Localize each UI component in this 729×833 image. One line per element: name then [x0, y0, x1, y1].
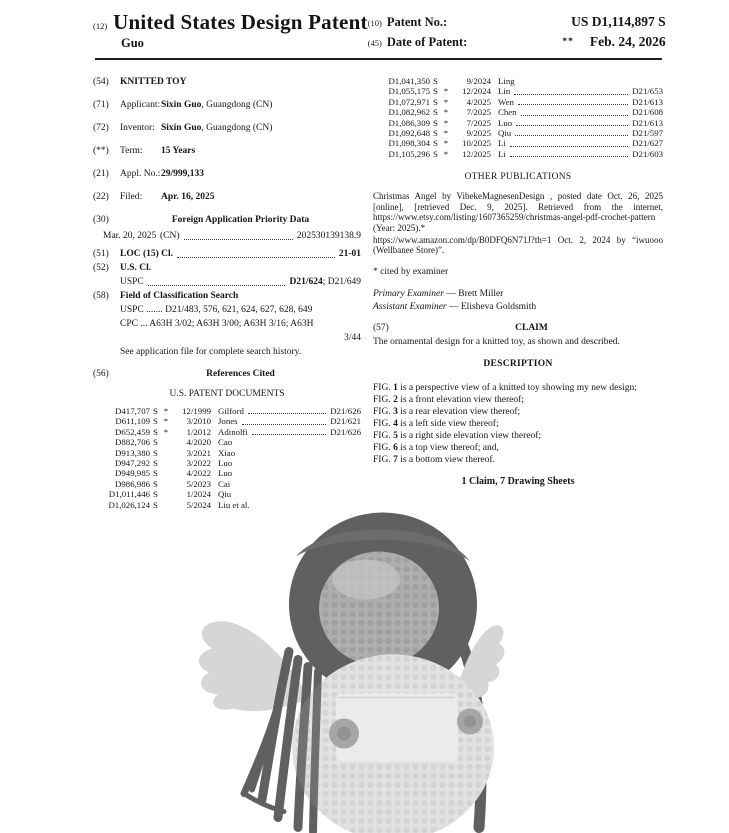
patent-number-cell: D949,985: [115, 468, 150, 479]
date-cell: 4/2025: [466, 96, 491, 107]
date-cell: 7/2025: [466, 117, 491, 128]
field-72-inventor: (72) Inventor: Sixin Guo, Guangdong (CN): [93, 123, 273, 133]
filing-date: Apr. 16, 2025: [161, 192, 215, 202]
kind-code-cell: S: [153, 437, 158, 448]
figure-description-line: FIG. 3 is a rear elevation view thereof;: [373, 406, 521, 417]
field-71-applicant: (71) Applicant: Sixin Guo, Guangdong (CN): [93, 100, 273, 110]
document-title: United States Design Patent: [113, 10, 368, 34]
examiner-cited-star: *: [443, 107, 449, 118]
patent-number-cell: D1,098,304: [388, 138, 430, 149]
priority-entry: Mar. 20, 2025 (CN) 202530139138.9: [103, 231, 361, 241]
field-51-loc: (51) LOC (15) Cl. 21-01: [93, 249, 361, 259]
search-history-note: See application file for complete search history.: [120, 347, 302, 357]
inventor-cell: Li: [498, 138, 506, 149]
class-cell: D21/603: [632, 148, 663, 159]
inventor-cell: Cao: [218, 437, 233, 448]
examiner-cited-star: *: [443, 86, 449, 97]
date-cell: 5/2024: [186, 499, 211, 510]
patent-number-cell: D1,026,124: [108, 499, 150, 510]
inventor-cell: Li: [498, 148, 506, 159]
inventor-cell: Qiu: [498, 128, 512, 139]
date-cell: 12/1999: [182, 406, 211, 416]
figure-description-line: FIG. 1 is a perspective view of a knitted toy showing my new design;: [373, 382, 637, 393]
bibliographic-columns: [0, 60, 729, 510]
dot-leader: [177, 257, 335, 258]
field-57-claim: (57) CLAIM: [373, 322, 663, 334]
assistant-examiner: Assistant Examiner — Elisheva Goldsmith: [373, 301, 537, 312]
kind-code-cell: S: [153, 426, 158, 437]
us-patent-table-left: [93, 406, 361, 510]
inventor-cell: Liu et al.: [218, 499, 250, 510]
dot-leader: [248, 413, 326, 414]
header: [0, 0, 729, 54]
kind-code-cell: S: [433, 76, 438, 86]
figure-description-line: FIG. 7 is a bottom view thereof.: [373, 454, 495, 465]
patent-citation-row: [93, 427, 361, 437]
search-cpc-line: CPC ... A63H 3/02; A63H 3/00; A63H 3/16; A63H: [120, 319, 314, 329]
class-cell: D21/626: [330, 426, 361, 437]
patent-number-cell: D1,092,648: [388, 128, 430, 139]
claims-drawing-sheets-note: 1 Claim, 7 Drawing Sheets: [461, 475, 575, 487]
uspc-classes: D21/624; D21/649: [289, 277, 361, 287]
patent-number-cell: D1,041,350: [388, 76, 430, 86]
inid-code-12: (12): [93, 21, 108, 31]
kind-code-cell: S: [153, 499, 158, 510]
inid-code-45: (45): [367, 38, 382, 48]
right-column: [373, 76, 663, 510]
inventor-cell: Adinolfi: [218, 426, 248, 437]
date-of-patent-label: Date of Patent:: [386, 35, 468, 49]
field-21-appl-no: (21) Appl. No.: 29/999,133: [93, 169, 205, 179]
inventor-cell: Jones: [218, 416, 238, 427]
inventor-surname: Guo: [121, 36, 144, 50]
patent-citation-row: [93, 458, 361, 468]
kind-code-cell: S: [433, 86, 438, 97]
kind-code-cell: S: [153, 489, 158, 500]
date-cell: 4/2022: [186, 468, 211, 479]
class-cell: D21/613: [632, 96, 663, 107]
figure-description-line: FIG. 4 is a left side view thereof;: [373, 418, 499, 429]
inventor-cell: Qiu: [218, 489, 232, 500]
class-cell: D21/597: [632, 128, 663, 139]
kind-code-cell: S: [153, 478, 158, 489]
field-30-priority: (30) Foreign Application Priority Data: [93, 214, 361, 226]
description-heading: DESCRIPTION: [483, 358, 553, 369]
applicant-name: Sixin Guo, Guangdong (CN): [161, 100, 273, 110]
dot-leader: [521, 115, 629, 116]
kind-code-cell: S: [153, 416, 158, 427]
inventor-cell: Cai: [218, 478, 231, 489]
cited-by-examiner-note: * cited by examiner: [373, 266, 449, 277]
patent-citation-row: [93, 406, 361, 416]
field-52-us-cl: (52) U.S. Cl.: [93, 263, 152, 273]
dot-leader: [510, 156, 628, 157]
kind-code-cell: S: [153, 458, 158, 469]
examiner-cited-star: *: [163, 406, 169, 416]
class-cell: D21/626: [330, 406, 361, 416]
references-cited-heading: References Cited: [206, 369, 275, 379]
date-cell: 9/2025: [466, 128, 491, 139]
field-54-title: (54) KNITTED TOY: [93, 77, 187, 87]
field-22-filed: (22) Filed: Apr. 16, 2025: [93, 192, 215, 202]
inventor-name: Sixin Guo, Guangdong (CN): [161, 123, 273, 133]
patent-number-cell: D947,292: [115, 458, 150, 469]
search-uspc-line: USPC ....... D21/483, 576, 621, 624, 627, 628, 649: [120, 305, 313, 315]
uspc-line: USPC D21/624; D21/649: [120, 277, 361, 287]
kind-code-cell: S: [433, 148, 438, 159]
date-cell: 10/2025: [462, 138, 491, 149]
inventor-cell: Xiao: [218, 447, 236, 458]
patent-citation-row: [93, 437, 361, 447]
patent-number-cell: D882,706: [115, 437, 150, 448]
kind-code-cell: S: [433, 96, 438, 107]
date-cell: 12/2025: [462, 148, 491, 159]
date-cell: 9/2024: [466, 76, 491, 86]
patent-citation-row: [93, 416, 361, 426]
claim-heading: CLAIM: [515, 322, 548, 333]
date-cell: 3/2022: [186, 458, 211, 469]
priority-heading: Foreign Application Priority Data: [171, 215, 310, 225]
inid-code-10: (10): [367, 18, 382, 28]
field-58-search: (58) Field of Classification Search: [93, 291, 239, 301]
patent-citation-row: [373, 118, 663, 128]
knitted-toy-drawing: [186, 501, 542, 833]
inventor-cell: Chen: [498, 107, 517, 118]
other-publications: [373, 191, 663, 256]
inventor-cell: Luo: [218, 468, 233, 479]
inventor-cell: Gilford: [218, 406, 244, 416]
class-cell: D21/613: [632, 117, 663, 128]
patent-number-cell: D913,380: [115, 447, 150, 458]
kind-code-cell: S: [153, 468, 158, 479]
publication-entry: Christmas Angel by VibekeMagnesenDesign , posted date Oct. 26, 2025 [online], [retrieved Dec. 9, 2025]. Retrieved from the internet, https://www.etsy.com/listing/1607365259/christmas-angel-pdf-crochet-pattern (Year: 2025).*: [373, 191, 663, 234]
kind-code-cell: S: [433, 107, 438, 118]
patent-number-cell: D417,707: [115, 406, 150, 416]
patent-citation-row: [93, 448, 361, 458]
patent-number: US D1,114,897 S: [571, 14, 666, 29]
patent-number-cell: D1,072,971: [388, 96, 430, 107]
date-cell: 3/2021: [186, 447, 211, 458]
kind-code-cell: S: [433, 138, 438, 149]
term-value: 15 Years: [161, 146, 196, 156]
claim-text: The ornamental design for a knitted toy, as shown and described.: [373, 336, 620, 347]
assistant-examiner-name: Elisheva Goldsmith: [460, 301, 537, 312]
inventor-cell: Luo: [498, 117, 513, 128]
dot-leader: [184, 239, 293, 240]
patent-number-cell: D1,086,309: [388, 117, 430, 128]
patent-citation-row: [93, 479, 361, 489]
kind-code-cell: S: [153, 406, 158, 416]
examiner-cited-star: *: [163, 416, 169, 427]
class-cell: D21/608: [632, 107, 663, 118]
date-cell: 3/2010: [186, 416, 211, 427]
patent-citation-row: [93, 468, 361, 478]
examiner-cited-star: *: [163, 426, 169, 437]
examiner-cited-star: *: [443, 148, 449, 159]
inventor-cell: Luo: [218, 458, 233, 469]
dot-leader: [516, 125, 628, 126]
date-cell: 5/2023: [186, 478, 211, 489]
figure-description-line: FIG. 6 is a top view thereof; and,: [373, 442, 499, 453]
kind-code-cell: S: [433, 128, 438, 139]
application-number: 29/999,133: [161, 169, 205, 179]
class-cell: D21/627: [632, 138, 663, 149]
inventor-cell: Lin: [498, 86, 511, 97]
dot-leader: [514, 94, 628, 95]
patent-number-cell: D1,082,962: [388, 107, 430, 118]
priority-application-number: 202530139138.9: [296, 231, 361, 241]
examiner-cited-star: *: [443, 96, 449, 107]
dot-leader: [242, 424, 327, 425]
date-of-patent: Feb. 24, 2026: [589, 34, 666, 49]
primary-examiner-name: Brett Miller: [458, 288, 504, 299]
patent-citation-row: [93, 489, 361, 499]
dot-leader: [518, 104, 628, 105]
us-patent-table-right: [373, 76, 663, 159]
date-cell: 1/2024: [186, 489, 211, 500]
class-cell: D21/653: [632, 86, 663, 97]
field-56-references: (56) References Cited: [93, 368, 361, 380]
examiner-cited-star: *: [443, 138, 449, 149]
date-cell: 7/2025: [466, 107, 491, 118]
patent-citation-row: [373, 138, 663, 148]
dot-leader: [148, 285, 286, 286]
patent-citation-row: [373, 76, 663, 86]
figure-descriptions: [373, 382, 663, 466]
primary-examiner: Primary Examiner — Brett Miller: [373, 288, 504, 299]
figure-description-line: FIG. 2 is a front elevation view thereof;: [373, 394, 524, 405]
patent-citation-row: [373, 97, 663, 107]
date-cell: 4/2020: [186, 437, 211, 448]
patent-number-cell: D986,986: [115, 478, 150, 489]
examiner-cited-star: *: [443, 128, 449, 139]
us-patent-documents-heading: U.S. PATENT DOCUMENTS: [169, 389, 285, 399]
figure-description-line: FIG. 5 is a right side elevation view thereof;: [373, 430, 542, 441]
patent-no-label: Patent No.:: [386, 15, 448, 29]
dot-leader: [510, 146, 628, 147]
patent-number-cell: D611,109: [115, 416, 150, 427]
search-cpc-continuation: 3/44: [344, 333, 361, 343]
date-cell: 1/2012: [186, 426, 211, 437]
left-column: [93, 76, 361, 510]
kind-code-cell: S: [433, 117, 438, 128]
class-cell: D21/621: [330, 416, 361, 427]
field-term: (**) Term: 15 Years: [93, 146, 196, 156]
patent-number-cell: D1,105,296: [388, 148, 430, 159]
other-publications-heading: OTHER PUBLICATIONS: [464, 172, 572, 183]
loc-class: 21-01: [338, 249, 361, 259]
examiner-cited-star: *: [443, 117, 449, 128]
dot-leader: [515, 135, 628, 136]
inventor-cell: Wen: [498, 96, 514, 107]
patent-number-cell: D1,055,175: [388, 86, 430, 97]
kind-code-cell: S: [153, 447, 158, 458]
patent-number-cell: D1,011,446: [108, 489, 150, 500]
patent-citation-row: [373, 128, 663, 138]
inventor-cell: Ling: [498, 76, 515, 86]
date-cell: 12/2024: [462, 86, 491, 97]
publication-entry: https://www.amazon.com/dp/B0DFQ6N71J?th=1 Oct. 2, 2024 by “iwuooo (Wellbanee Store)”.: [373, 234, 663, 256]
invention-title: KNITTED TOY: [120, 77, 187, 87]
dot-leader: [252, 434, 326, 435]
patent-citation-row: [373, 86, 663, 96]
header-right: [368, 10, 666, 54]
patent-citation-row: [373, 149, 663, 159]
patent-number-cell: D652,459: [115, 426, 150, 437]
term-extension-marker: **: [562, 37, 574, 47]
header-left: [93, 10, 368, 51]
knitted-toy-figure: [186, 501, 542, 833]
patent-citation-row: [373, 107, 663, 117]
